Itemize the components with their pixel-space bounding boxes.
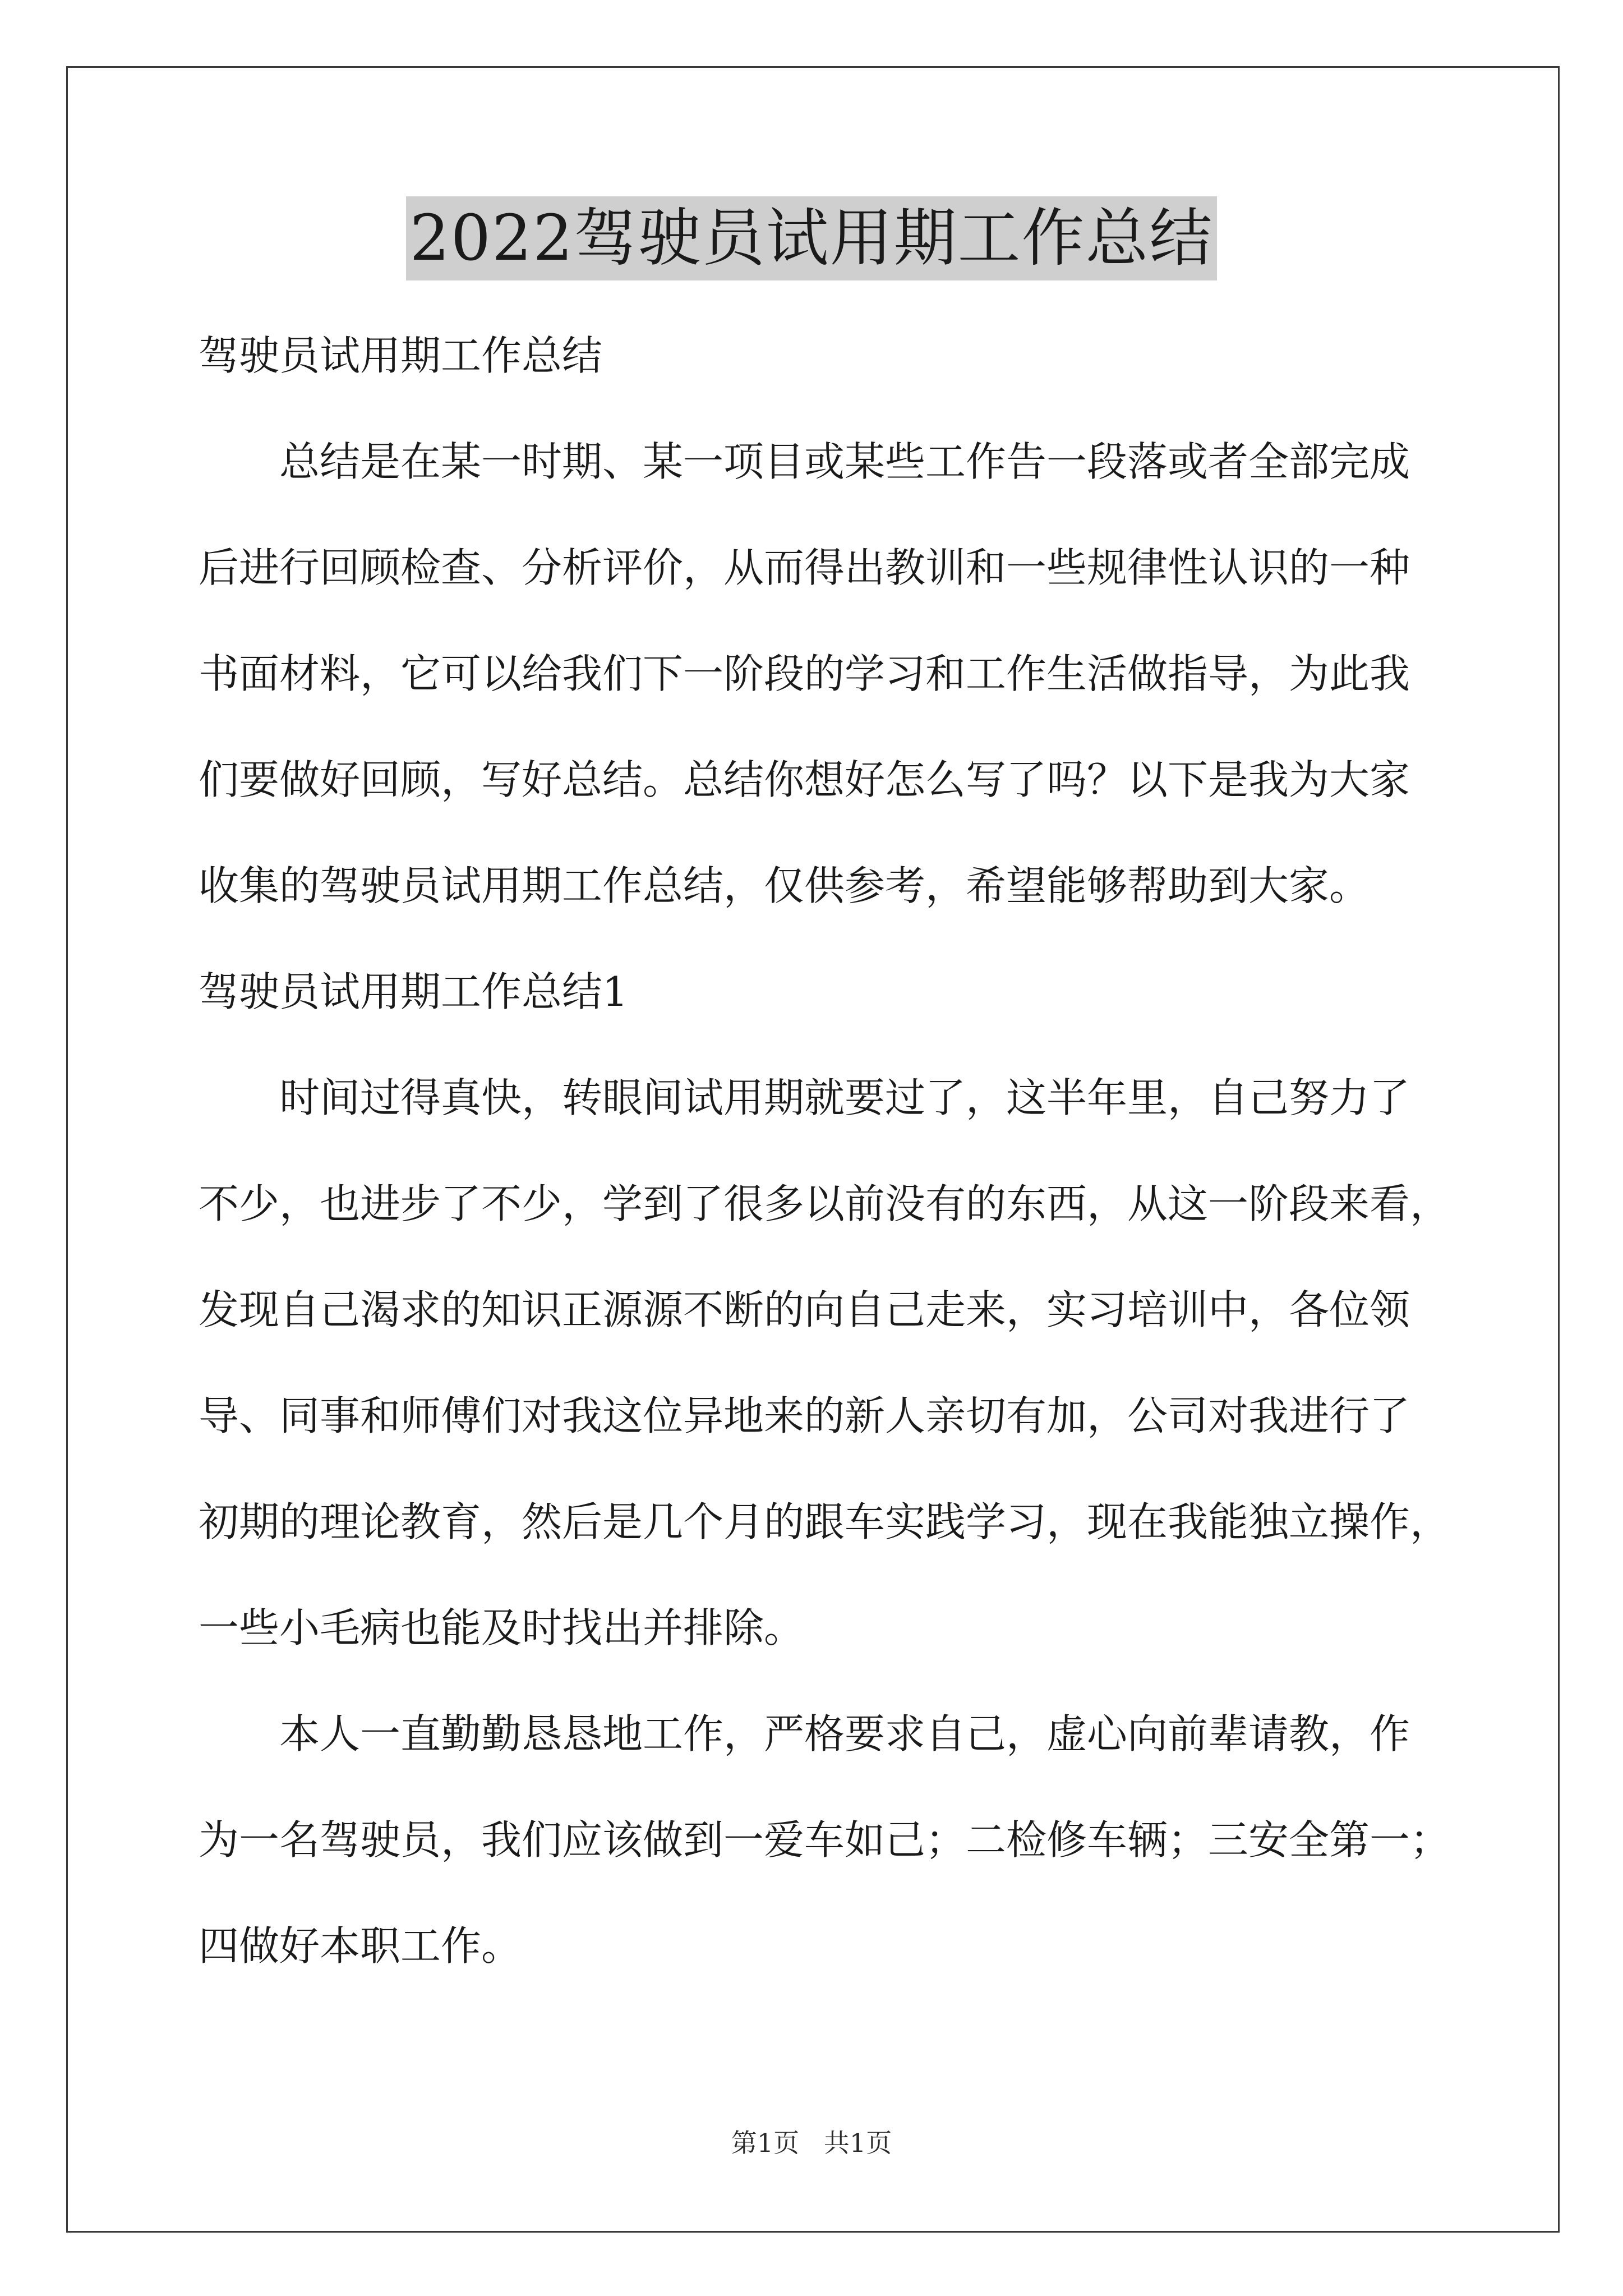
document-title: 2022驾驶员试用期工作总结 [406, 196, 1216, 280]
title-area [0, 196, 1623, 280]
paragraph-line: 四做好本职工作。 [199, 1922, 522, 1970]
paragraph-line: 不少，也进步了不少，学到了很多以前没有的东西，从这一阶段来看， [199, 1180, 1451, 1227]
intro-line: 们要做好回顾，写好总结。总结你想好怎么写了吗？以下是我为大家 [199, 756, 1410, 803]
paragraph-line: 初期的理论教育，然后是几个月的跟车实践学习，现在我能独立操作， [199, 1498, 1451, 1545]
intro-paragraph [199, 409, 1460, 939]
paragraph-line: 本人一直勤勤恳恳地工作，严格要求自己，虚心向前辈请教，作 [279, 1710, 1410, 1757]
intro-line: 总结是在某一时期、某一项目或某些工作告一段落或者全部完成 [279, 438, 1410, 485]
paragraph-line: 一些小毛病也能及时找出并排除。 [199, 1604, 805, 1651]
document-body [199, 303, 1460, 1999]
paragraph-line: 时间过得真快，转眼间试用期就要过了，这半年里，自己努力了 [279, 1074, 1410, 1121]
document-subtitle: 驾驶员试用期工作总结 [199, 332, 603, 379]
paragraph-line: 发现自己渴求的知识正源源不断的向自己走来，实习培训中，各位领 [199, 1286, 1410, 1333]
paragraph-1 [199, 1045, 1460, 1681]
paragraph-line: 导、同事和师傅们对我这位异地来的新人亲切有加，公司对我进行了 [199, 1392, 1410, 1439]
intro-line: 收集的驾驶员试用期工作总结，仅供参考，希望能够帮助到大家。 [199, 862, 1370, 909]
paragraph-line: 为一名驾驶员，我们应该做到一爱车如己；二检修车辆；三安全第一； [199, 1816, 1451, 1864]
section-heading: 驾驶员试用期工作总结1 [199, 968, 628, 1015]
intro-line: 书面材料，它可以给我们下一阶段的学习和工作生活做指导，为此我 [199, 650, 1410, 697]
page-footer: 第1页 共1页 [731, 2128, 892, 2158]
intro-line: 后进行回顾检查、分析评价，从而得出教训和一些规律性认识的一种 [199, 544, 1410, 591]
paragraph-2 [199, 1681, 1460, 1999]
